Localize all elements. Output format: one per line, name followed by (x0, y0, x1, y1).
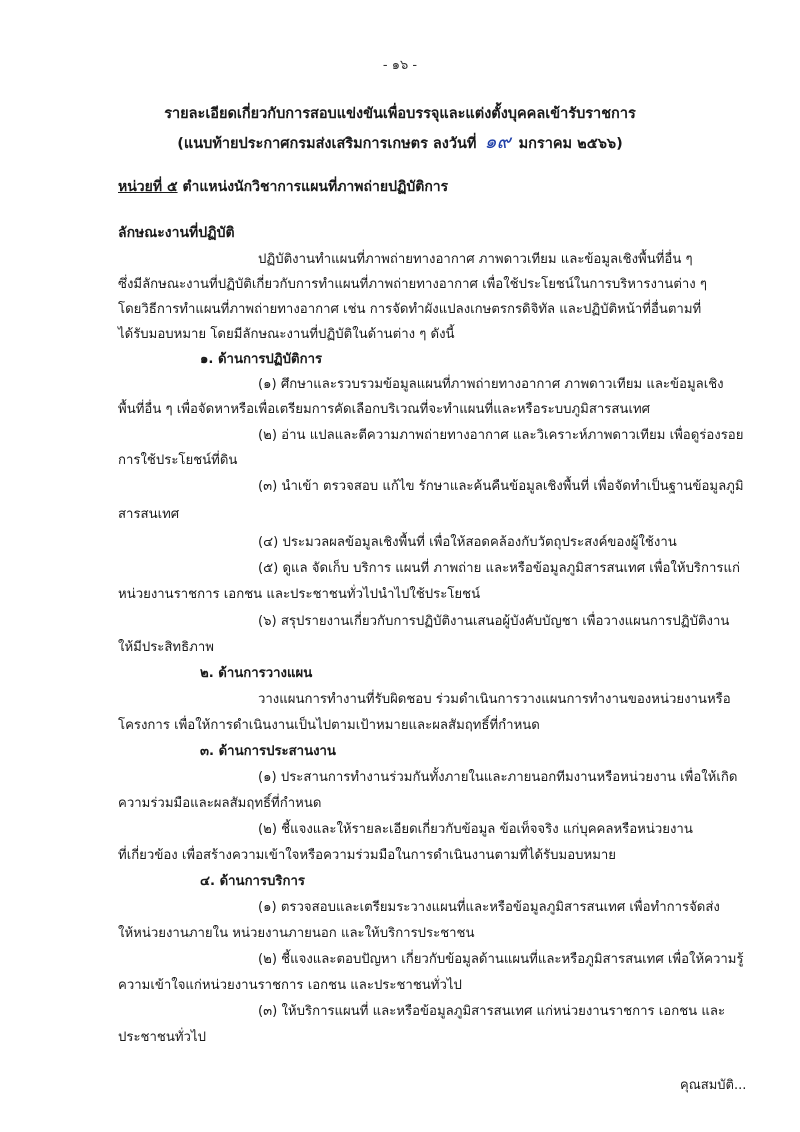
list-item-continuation: ที่เกี่ยวข้อง เพื่อสร้างความเข้าใจหรือความร่วมมือในการดำเนินงานตามที่ได้รับมอบหมาย (118, 848, 617, 863)
job-nature-heading: ลักษณะงานที่ปฏิบัติ (118, 225, 235, 241)
intro-line: ปฏิบัติงานทำแผนที่ภาพถ่ายทางอากาศ ภาพดาวเทียม และข้อมูลเชิงพื้นที่อื่น ๆ (258, 252, 693, 267)
section-heading-service: ๔. ด้านการบริการ (200, 874, 305, 889)
document-title-line-1: รายละเอียดเกี่ยวกับการสอบแข่งขันเพื่อบรรจุและแต่งตั้งบุคคลเข้ารับราชการ (164, 106, 636, 122)
unit-position: ตำแหน่งนักวิชาการแผนที่ภาพถ่ายปฏิบัติการ (182, 179, 449, 195)
list-item-continuation: การใช้ประโยชน์ที่ดิน (118, 453, 238, 468)
list-item: (๓) ให้บริการแผนที่ และหรือข้อมูลภูมิสารสนเทศ แก่หน่วยงานราชการ เอกชน และ (258, 1004, 726, 1019)
list-item-continuation: ความเข้าใจแก่หน่วยงานราชการ เอกชน และประชาชนทั่วไป (118, 978, 462, 993)
list-item: (๔) ประมวลผลข้อมูลเชิงพื้นที่ เพื่อให้สอดคล้องกับวัตถุประสงค์ของผู้ใช้งาน (258, 535, 677, 550)
section-heading-operations: ๑. ด้านการปฏิบัติการ (200, 352, 323, 367)
intro-line: ซึ่งมีลักษณะงานที่ปฏิบัติเกี่ยวกับการทำแผนที่ภาพถ่ายทางอากาศ เพื่อใช้ประโยชน์ในการบริหารงานต่าง ๆ (118, 277, 708, 292)
list-item: (๑) ตรวจสอบและเตรียมระวางแผนที่และหรือข้อมูลภูมิสารสนเทศ เพื่อทำการจัดส่ง (258, 900, 720, 915)
document-title-line-2 (0, 127, 800, 157)
page-number: - ๑๖ - (382, 58, 418, 73)
list-item: วางแผนการทำงานที่รับผิดชอบ ร่วมดำเนินการวางแผนการทำงานของหน่วยงานหรือ (258, 692, 731, 707)
intro-line: ได้รับมอบหมาย โดยมีลักษณะงานที่ปฏิบัติในด้านต่าง ๆ ดังนี้ (118, 327, 455, 342)
list-item: (๒) อ่าน แปลและตีความภาพถ่ายทางอากาศ และวิเคราะห์ภาพดาวเทียม เพื่อดูร่องรอย (258, 428, 744, 443)
handwritten-date-day: ๑๙ (484, 131, 511, 153)
unit-heading (118, 176, 448, 198)
list-item-continuation: สารสนเทศ (118, 507, 180, 522)
list-item: (๑) ศึกษาและรวบรวมข้อมูลแผนที่ภาพถ่ายทางอากาศ ภาพดาวเทียม และข้อมูลเชิง (258, 377, 724, 392)
list-item-continuation: พื้นที่อื่น ๆ เพื่อจัดหาหรือเพื่อเตรียมการคัดเลือกบริเวณที่จะทำแผนที่และหรือระบบภูมิสารสนเทศ (118, 402, 651, 417)
list-item-continuation: ให้หน่วยงานภายใน หน่วยงานภายนอก และให้บริการประชาชน (118, 926, 475, 941)
title-prefix: (แนบท้ายประกาศกรมส่งเสริมการเกษตร ลงวันที่ (177, 136, 477, 152)
list-item-continuation: ความร่วมมือและผลสัมฤทธิ์ที่กำหนด (118, 796, 322, 811)
list-item-continuation: ประชาชนทั่วไป (118, 1030, 206, 1045)
continued-next-page: คุณสมบัติ... (680, 1078, 747, 1093)
section-heading-coordination: ๓. ด้านการประสานงาน (200, 744, 336, 759)
list-item: (๕) ดูแล จัดเก็บ บริการ แผนที่ ภาพถ่าย และหรือข้อมูลภูมิสารสนเทศ เพื่อให้บริการแก่ (258, 561, 740, 576)
list-item: (๒) ชี้แจงและให้รายละเอียดเกี่ยวกับข้อมูล ข้อเท็จจริง แก่บุคคลหรือหน่วยงาน (258, 822, 693, 837)
section-heading-planning: ๒. ด้านการวางแผน (200, 666, 313, 681)
list-item: (๓) นำเข้า ตรวจสอบ แก้ไข รักษาและค้นคืนข้อมูลเชิงพื้นที่ เพื่อจัดทำเป็นฐานข้อมูลภูมิ (258, 479, 744, 494)
title-suffix: มกราคม ๒๕๖๖) (518, 136, 623, 152)
list-item-continuation: หน่วยงานราชการ เอกชน และประชาชนทั่วไปนำไปใช้ประโยชน์ (118, 587, 481, 602)
list-item: (๖) สรุปรายงานเกี่ยวกับการปฏิบัติงานเสนอผู้บังคับบัญชา เพื่อวางแผนการปฏิบัติงาน (258, 614, 730, 629)
intro-line: โดยวิธีการทำแผนที่ภาพถ่ายทางอากาศ เช่น การจัดทำผังแปลงเกษตรกรดิจิทัล และปฏิบัติหน้าที่อื่นตามที่ (118, 302, 702, 317)
list-item: (๒) ชี้แจงและตอบปัญหา เกี่ยวกับข้อมูลด้านแผนที่และหรือภูมิสารสนเทศ เพื่อให้ความรู้ (258, 952, 744, 967)
list-item-continuation: โครงการ เพื่อให้การดำเนินงานเป็นไปตามเป้าหมายและผลสัมฤทธิ์ที่กำหนด (118, 718, 540, 733)
list-item-continuation: ให้มีประสิทธิภาพ (118, 640, 214, 655)
list-item: (๑) ประสานการทำงานร่วมกันทั้งภายในและภายนอกทีมงานหรือหน่วยงาน เพื่อให้เกิด (258, 770, 738, 785)
unit-label: หน่วยที่ ๕ (118, 179, 178, 195)
